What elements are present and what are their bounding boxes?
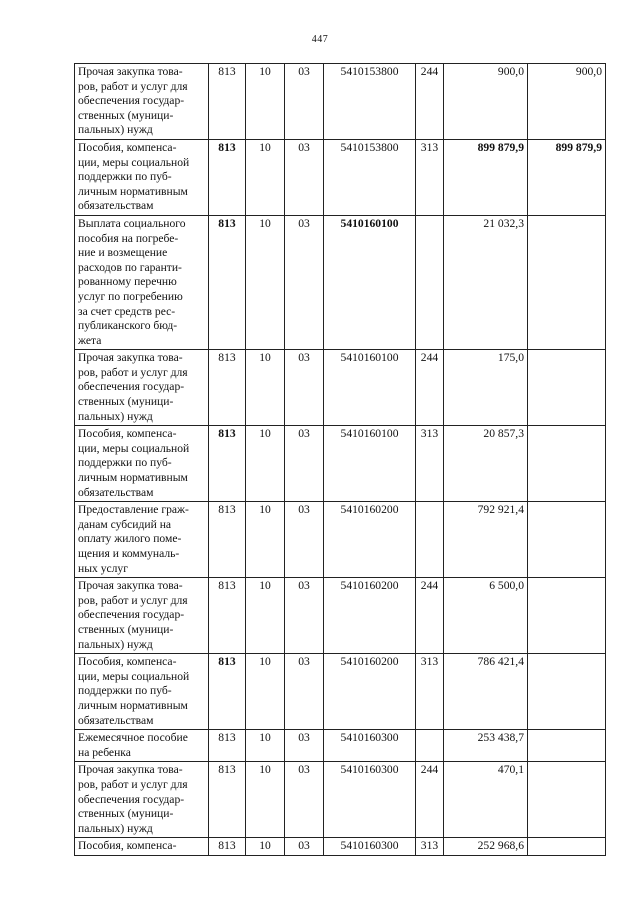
amount-2: [528, 838, 606, 856]
subsection-code: 03: [285, 762, 324, 838]
subsection-code: 03: [285, 426, 324, 502]
section-code: 10: [246, 838, 285, 856]
target-article-code: 5410153800: [324, 64, 416, 140]
expense-type-code: [416, 730, 444, 762]
ministry-code: 813: [209, 215, 246, 349]
amount: 786 421,4: [444, 654, 528, 730]
subsection-code: 03: [285, 502, 324, 578]
table-row: [75, 350, 606, 426]
ministry-code: 813: [209, 426, 246, 502]
amount: 6 500,0: [444, 578, 528, 654]
table-row: [75, 64, 606, 140]
amount-2: [528, 730, 606, 762]
row-name: Прочая закупка това- ров, работ и услуг для обеспечения государ- ственных (муници- пальных) нужд: [75, 762, 209, 838]
target-article-code: 5410160300: [324, 762, 416, 838]
amount: 253 438,7: [444, 730, 528, 762]
ministry-code: 813: [209, 502, 246, 578]
target-article-code: 5410160200: [324, 502, 416, 578]
row-name: Пособия, компенса- ции, меры социальной поддержки по пуб- личным нормативным обязательствам: [75, 654, 209, 730]
table-row: [75, 502, 606, 578]
expense-type-code: 313: [416, 426, 444, 502]
target-article-code: 5410160100: [324, 350, 416, 426]
section-code: 10: [246, 426, 285, 502]
row-name: Прочая закупка това- ров, работ и услуг для обеспечения государ- ственных (муници- пальных) нужд: [75, 578, 209, 654]
amount: 900,0: [444, 64, 528, 140]
row-name: Ежемесячное пособие на ребенка: [75, 730, 209, 762]
section-code: 10: [246, 350, 285, 426]
expense-type-code: 313: [416, 838, 444, 856]
table-row: [75, 730, 606, 762]
budget-table: [74, 63, 606, 856]
amount-2: [528, 578, 606, 654]
amount-2: [528, 762, 606, 838]
amount: 792 921,4: [444, 502, 528, 578]
ministry-code: 813: [209, 64, 246, 140]
target-article-code: 5410160300: [324, 838, 416, 856]
table-row: [75, 139, 606, 215]
section-code: 10: [246, 654, 285, 730]
amount: 899 879,9: [444, 139, 528, 215]
section-code: 10: [246, 762, 285, 838]
expense-type-code: 244: [416, 350, 444, 426]
row-name: Пособия, компенса- ции, меры социальной поддержки по пуб- личным нормативным обязательствам: [75, 426, 209, 502]
table-row: [75, 654, 606, 730]
row-name: Предоставление граж- данам субсидий на оплату жилого поме- щения и коммуналь- ных услуг: [75, 502, 209, 578]
subsection-code: 03: [285, 654, 324, 730]
table-row: [75, 838, 606, 856]
row-name: Прочая закупка това- ров, работ и услуг для обеспечения государ- ственных (муници- пальных) нужд: [75, 350, 209, 426]
expense-type-code: [416, 215, 444, 349]
target-article-code: 5410160200: [324, 578, 416, 654]
amount-2: [528, 502, 606, 578]
target-article-code: 5410160100: [324, 426, 416, 502]
table-row: [75, 578, 606, 654]
subsection-code: 03: [285, 215, 324, 349]
ministry-code: 813: [209, 578, 246, 654]
table-row: [75, 215, 606, 349]
row-name: Выплата социального пособия на погребе- ние и возмещение расходов по гаранти- рованному перечню услуг по погребению за счет средств рес- публиканского бюд- жета: [75, 215, 209, 349]
amount: 20 857,3: [444, 426, 528, 502]
section-code: 10: [246, 730, 285, 762]
ministry-code: 813: [209, 762, 246, 838]
row-name: Прочая закупка това- ров, работ и услуг для обеспечения государ- ственных (муници- пальных) нужд: [75, 64, 209, 140]
expense-type-code: 244: [416, 762, 444, 838]
amount: 21 032,3: [444, 215, 528, 349]
ministry-code: 813: [209, 838, 246, 856]
section-code: 10: [246, 215, 285, 349]
target-article-code: 5410160300: [324, 730, 416, 762]
expense-type-code: [416, 502, 444, 578]
table-row: [75, 426, 606, 502]
expense-type-code: 244: [416, 64, 444, 140]
amount-2: [528, 426, 606, 502]
ministry-code: 813: [209, 730, 246, 762]
subsection-code: 03: [285, 578, 324, 654]
amount-2: [528, 654, 606, 730]
amount-2: [528, 350, 606, 426]
amount-2: 900,0: [528, 64, 606, 140]
amount: 175,0: [444, 350, 528, 426]
subsection-code: 03: [285, 64, 324, 140]
section-code: 10: [246, 139, 285, 215]
ministry-code: 813: [209, 139, 246, 215]
target-article-code: 5410153800: [324, 139, 416, 215]
section-code: 10: [246, 578, 285, 654]
ministry-code: 813: [209, 654, 246, 730]
expense-type-code: 244: [416, 578, 444, 654]
target-article-code: 5410160100: [324, 215, 416, 349]
expense-type-code: 313: [416, 654, 444, 730]
row-name: Пособия, компенса- ции, меры социальной поддержки по пуб- личным нормативным обязательствам: [75, 139, 209, 215]
subsection-code: 03: [285, 838, 324, 856]
section-code: 10: [246, 502, 285, 578]
amount: 252 968,6: [444, 838, 528, 856]
row-name: Пособия, компенса-: [75, 838, 209, 856]
subsection-code: 03: [285, 350, 324, 426]
page-number: 447: [311, 34, 329, 45]
amount-2: [528, 215, 606, 349]
expense-type-code: 313: [416, 139, 444, 215]
subsection-code: 03: [285, 139, 324, 215]
table-row: [75, 762, 606, 838]
target-article-code: 5410160200: [324, 654, 416, 730]
ministry-code: 813: [209, 350, 246, 426]
amount-2: 899 879,9: [528, 139, 606, 215]
section-code: 10: [246, 64, 285, 140]
subsection-code: 03: [285, 730, 324, 762]
amount: 470,1: [444, 762, 528, 838]
